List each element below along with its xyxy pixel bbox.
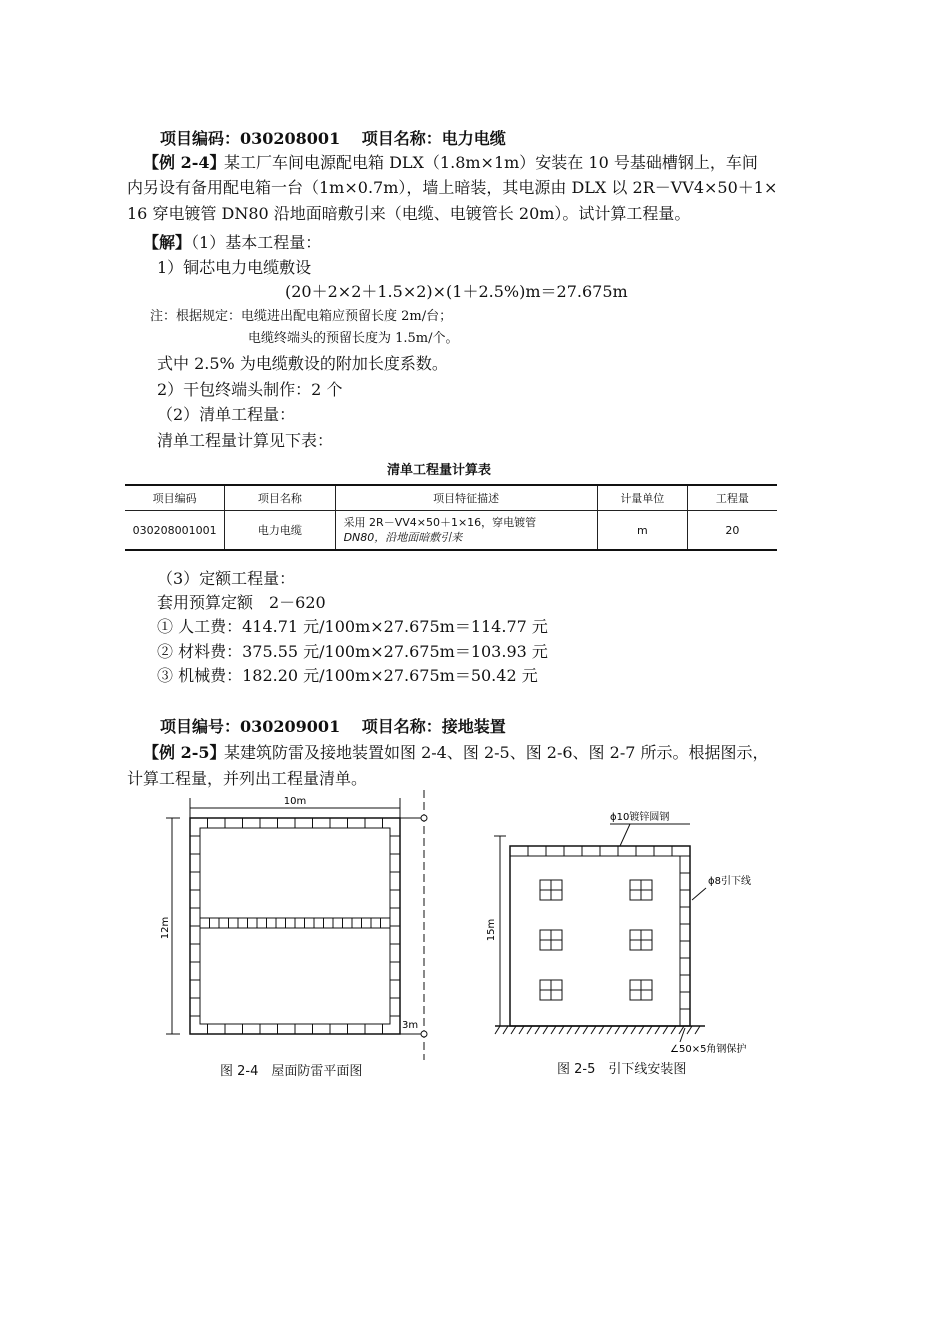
note-line: 注：根据规定：电缆进出配电箱应预留长度 2m/台； [150, 309, 453, 324]
explanation: 式中 2.5% 为电缆敷设的附加长度系数。 [157, 354, 448, 373]
label-round-steel: ϕ10镀锌圆钢 [610, 812, 670, 823]
window-icon [540, 930, 562, 950]
figure-caption-2-5: 图 2-5 引下线安装图 [557, 1062, 687, 1077]
table-cell-name: 电力电缆 [225, 511, 335, 551]
item-line: （3）定额工程量： [157, 569, 296, 588]
quantity-table [125, 484, 777, 551]
solution-label: 【解】 [143, 233, 192, 252]
window-grid [540, 880, 652, 1000]
label-angle-steel: ∠50×5角钢保护 [670, 1044, 747, 1055]
table-header-cell: 工程量 [687, 485, 777, 511]
item-line: 2）干包终端头制作：2 个 [157, 380, 343, 399]
table-header-cell: 计量单位 [597, 485, 687, 511]
example-label: 【例 2-4】 [143, 153, 226, 172]
window-icon [630, 880, 652, 900]
example-text-line: 16 穿电镀管 DN80 沿地面暗敷引来（电缆、电镀管长 20m）。试计算工程量。 [127, 204, 691, 223]
formula: (20＋2×2＋1.5×2)×(1＋2.5%)m＝27.675m [285, 282, 628, 301]
table-header-cell: 项目名称 [225, 485, 335, 511]
window-icon [630, 930, 652, 950]
solution-block [143, 233, 321, 253]
figure-caption-2-4: 图 2-4 屋面防雷平面图 [220, 1064, 363, 1079]
roof-lightning-plan-figure [160, 790, 450, 1070]
label-down-conductor: ϕ8引下线 [708, 876, 751, 887]
window-icon [630, 980, 652, 1000]
table-row [125, 511, 777, 551]
table-cell-code: 030208001001 [125, 511, 225, 551]
example-label: 【例 2-5】 [143, 743, 226, 762]
item-line: 套用预算定额 2－620 [157, 593, 326, 612]
item-line: 1）铜芯电力电缆敷设 [157, 258, 312, 277]
table-header-row [125, 485, 777, 511]
table-header-cell: 项目编码 [125, 485, 225, 511]
table-title: 清单工程量计算表 [387, 463, 492, 478]
cost-line: ① 人工费：414.71 元/100m×27.675m＝114.77 元 [157, 617, 548, 636]
section-header-cable: 项目编码：030208001 项目名称：电力电缆 [160, 129, 506, 148]
dim-left-label: 12m [160, 916, 171, 940]
window-icon [540, 880, 562, 900]
example-text-line: 某建筑防雷及接地装置如图 2-4、图 2-5、图 2-6、图 2-7 所示。根据图示， [224, 743, 769, 762]
example-text-line: 内另设有备用配电箱一台（1m×0.7m），墙上暗装，其电源由 DLX 以 2R－VV4×50＋1× [127, 178, 778, 197]
dim-top-label: 10m [283, 796, 307, 807]
dim-right-label: 3m [402, 1020, 419, 1031]
window-icon [540, 980, 562, 1000]
table-cell-qty: 20 [687, 511, 777, 551]
cost-line: ② 材料费：375.55 元/100m×27.675m＝103.93 元 [157, 642, 548, 661]
desc-line: 采用 2R－VV4×50＋1×16，穿电镀管 [343, 516, 537, 529]
cost-line: ③ 机械费：182.20 元/100m×27.675m＝50.42 元 [157, 666, 538, 685]
example-text-line: 计算工程量，并列出工程量清单。 [127, 769, 368, 788]
note-line: 电缆终端头的预留长度为 1.5m/个。 [248, 331, 459, 346]
table-cell-unit: m [597, 511, 687, 551]
down-conductor-figure [480, 800, 780, 1060]
example-text-line: 某工厂车间电源配电箱 DLX（1.8m×1m）安装在 10 号基础槽钢上，车间 [224, 153, 758, 172]
item-line: 清单工程量计算见下表： [157, 431, 334, 450]
desc-line: DN80，沿地面暗敷引来 [343, 531, 463, 544]
dim-height-label: 15m [486, 918, 497, 942]
solution-text: （1）基本工程量： [191, 233, 322, 252]
table-cell-desc [335, 511, 597, 551]
item-line: （2）清单工程量： [157, 405, 296, 424]
section-header-grounding: 项目编号：030209001 项目名称：接地装置 [160, 717, 506, 736]
table-header-cell: 项目特征描述 [335, 485, 597, 511]
